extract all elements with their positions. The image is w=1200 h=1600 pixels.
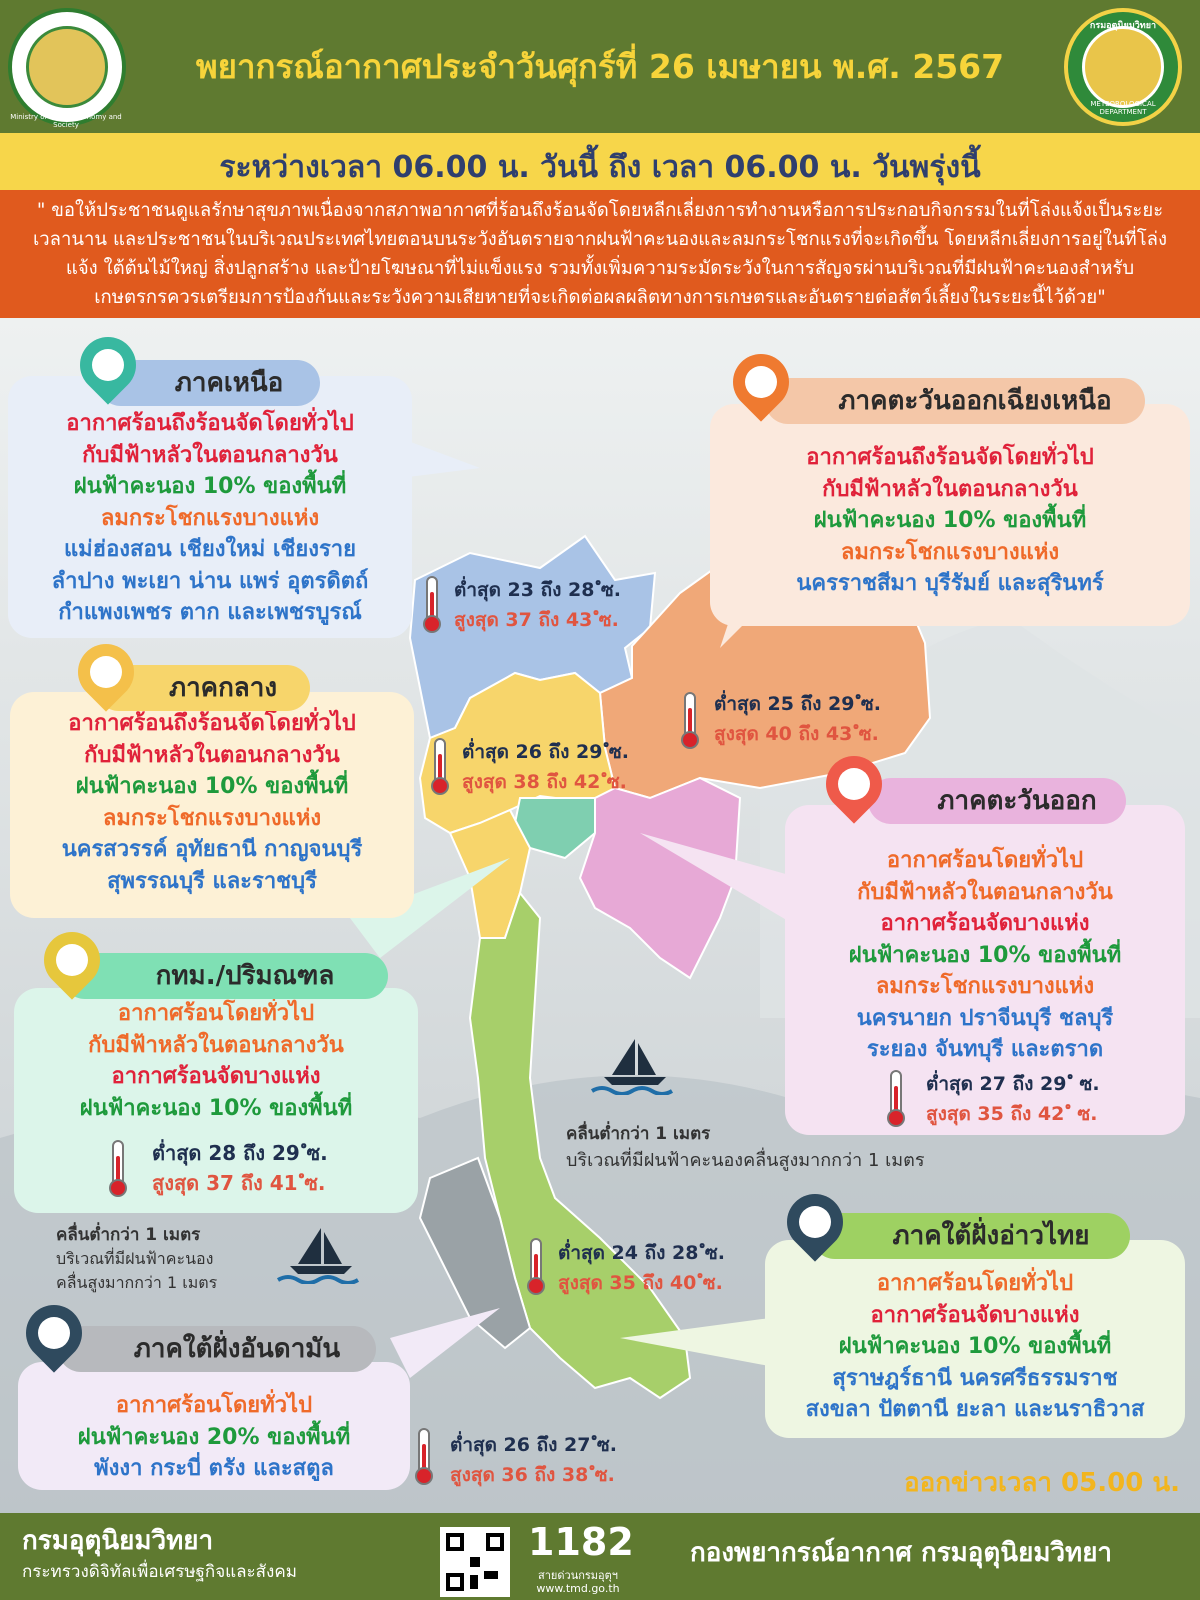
south-andaman-region-card	[18, 1362, 410, 1490]
provinces-line: กำแพงเพชร ตาก และเพชรบูรณ์	[58, 600, 362, 625]
south-andaman-temp-max: สูงสุด 36 ถึง 38 ํซ.	[450, 1464, 615, 1486]
deity-emblem-icon	[1082, 26, 1164, 108]
south-andaman-region-title: ภาคใต้ฝั่งอันดามัน	[58, 1326, 376, 1372]
south-andaman-temp-min: ต่ำสุด 26 ถึง 27 ํซ.	[450, 1434, 617, 1456]
wind-line: ลมกระโชกแรงบางแห่ง	[102, 805, 322, 831]
ministry-seal-logo	[8, 8, 126, 126]
provinces-line: ระยอง จันทบุรี และตราด	[866, 1037, 1104, 1062]
deity-emblem-icon	[26, 26, 108, 108]
north-region-card	[8, 376, 412, 638]
rain-chance-line: ฝนฟ้าคะนอง 10% ของพื้นที่	[73, 474, 347, 499]
wind-line: ลมกระโชกแรงบางแห่ง	[840, 539, 1060, 565]
condition-line: กับมีฟ้าหลัวในตอนกลางวัน	[82, 442, 338, 468]
northeast-temp-max: สูงสุด 40 ถึง 43 ํซ.	[714, 723, 879, 745]
north-temp-min: ต่ำสุด 23 ถึง 28 ํซ.	[454, 579, 621, 601]
website-link[interactable]: www.tmd.go.th	[536, 1582, 620, 1595]
condition-line: อากาศร้อนจัดบางแห่ง	[111, 1064, 321, 1089]
rain-chance-line: ฝนฟ้าคะนอง 10% ของพื้นที่	[813, 508, 1087, 533]
issued-time: ออกข่าวเวลา 05.00 น.	[904, 1468, 1180, 1498]
hotline-label: สายด่วนกรมอุตุฯ	[538, 1569, 618, 1582]
footer-ministry: กระทรวงดิจิทัลเพื่อเศรษฐกิจและสังคม	[22, 1562, 297, 1582]
thermometer-icon	[530, 1238, 542, 1288]
thermometer-icon	[112, 1140, 124, 1190]
andaman-wave-note: บริเวณที่มีฝนฟ้าคะนอง	[56, 1249, 214, 1268]
east-temp-max: สูงสุด 35 ถึง 42 ํ ซ.	[926, 1103, 1098, 1125]
provinces-line: สงขลา ปัตตานี ยะลา และนราธิวาส	[805, 1397, 1145, 1422]
ministry-seal-caption: Ministry of Digital Economy and Society	[10, 113, 122, 129]
east-temp-min: ต่ำสุด 27 ถึง 29 ํ ซ.	[926, 1073, 1100, 1095]
condition-line: กับมีฟ้าหลัวในตอนกลางวัน	[88, 1032, 344, 1058]
south-gulf-region-title: ภาคใต้ฝั่งอ่าวไทย	[812, 1213, 1130, 1259]
footer-division: กองพยากรณ์อากาศ กรมอุตุนิยมวิทยา	[690, 1538, 1113, 1568]
callout-pointer	[620, 1318, 780, 1368]
provinces-line: นครราชสีมา บุรีรัมย์ และสุรินทร์	[796, 571, 1104, 596]
south-gulf-region-card	[765, 1240, 1185, 1438]
provinces-line: นครนายก ปราจีนบุรี ชลบุรี	[856, 1005, 1114, 1031]
andaman-wave-height: คลื่นต่ำกว่า 1 เมตร	[56, 1225, 201, 1245]
wind-line: ลมกระโชกแรงบางแห่ง	[100, 505, 320, 531]
condition-line: อากาศร้อนโดยทั่วไป	[115, 1393, 313, 1418]
condition-line: กับมีฟ้าหลัวในตอนกลางวัน	[822, 476, 1078, 502]
thermometer-icon	[890, 1070, 902, 1120]
advisory-text: " ขอให้ประชาชนดูแลรักษาสุขภาพเนื่องจากสภาพอากาศที่ร้อนถึงร้อนจัดโดยหลีกเลี่ยงการทำงานหรือการประกอบกิจกรรมในที่โล่งแจ้งเป็นระยะเวลานาน และประชาชนในบริเวณประเทศไทยตอนบนระวังอันตรายจากฝนฟ้าคะนองและลมกระโชกแรงที่จะเกิดขึ้น โดยหลีกเลี่ยงการอยู่ในที่โล่งแจ้ง ใต้ต้นไม้ใหญ่ สิ่งปลูกสร้าง และป้ายโฆษณาที่ไม่แข็งแรง รวมทั้งเพิ่มความระมัดระวังในการสัญจรผ่านบริเวณที่มีฝนฟ้าคะนองสำหรับเกษตรกรควรเตรียมการป้องกันและระวังความเสียหายที่จะเกิดต่อผลผลิตทางการเกษตรและอันตรายต่อสัตว์เลี้ยงในระยะนี้ไว้ด้วย"	[32, 200, 1168, 308]
provinces-line: ลำปาง พะเยา น่าน แพร่ อุตรดิตถ์	[51, 568, 369, 594]
north-region-title: ภาคเหนือ	[98, 360, 320, 406]
thermometer-icon	[684, 692, 696, 742]
northeast-region-title: ภาคตะวันออกเฉียงเหนือ	[765, 378, 1145, 424]
rain-chance-line: ฝนฟ้าคะนอง 10% ของพื้นที่	[75, 774, 349, 799]
condition-line: อากาศร้อนโดยทั่วไป	[117, 1001, 315, 1026]
sailboat-icon	[276, 1224, 366, 1284]
condition-line: อากาศร้อนถึงร้อนจัดโดยทั่วไป	[68, 711, 356, 736]
forecast-period: ระหว่างเวลา 06.00 น. วันนี้ ถึง เวลา 06.00 น. วันพรุ่งนี้	[219, 150, 981, 185]
south-gulf-temp-min: ต่ำสุด 24 ถึง 28 ํซ.	[558, 1242, 725, 1264]
bangkok-temp-min: ต่ำสุด 28 ถึง 29 ํซ.	[152, 1141, 328, 1165]
central-temp-max: สูงสุด 38 ถึง 42 ํซ.	[462, 771, 627, 793]
andaman-wave-note: คลื่นสูงมากกว่า 1 เมตร	[56, 1273, 218, 1292]
northeast-temp-min: ต่ำสุด 25 ถึง 29 ํซ.	[714, 693, 881, 715]
central-temp-min: ต่ำสุด 26 ถึง 29 ํซ.	[462, 741, 629, 763]
footer-department: กรมอุตุนิยมวิทยา	[22, 1526, 214, 1556]
condition-line: อากาศร้อนโดยทั่วไป	[876, 1271, 1074, 1296]
condition-line: อากาศร้อนถึงร้อนจัดโดยทั่วไป	[66, 411, 354, 436]
provinces-line: นครสวรรค์ อุทัยธานี กาญจนบุรี	[61, 837, 363, 862]
north-temp-max: สูงสุด 37 ถึง 43 ํซ.	[454, 609, 619, 631]
wind-line: ลมกระโชกแรงบางแห่ง	[875, 974, 1095, 999]
east-region-title: ภาคตะวันออก	[868, 778, 1126, 824]
condition-line: อากาศร้อนจัดบางแห่ง	[880, 911, 1090, 936]
condition-line: กับมีฟ้าหลัวในตอนกลางวัน	[84, 742, 340, 768]
bangkok-region-title: กทม./ปริมณฑล	[62, 953, 388, 999]
thermometer-icon	[434, 738, 446, 788]
provinces-line: สุพรรณบุรี และราชบุรี	[107, 868, 317, 894]
rain-chance-line: ฝนฟ้าคะนอง 20% ของพื้นที่	[77, 1424, 351, 1450]
rain-chance-line: ฝนฟ้าคะนอง 10% ของพื้นที่	[838, 1334, 1112, 1359]
gulf-wave-height: คลื่นต่ำกว่า 1 เมตร	[566, 1124, 711, 1144]
northeast-region-card	[710, 404, 1190, 626]
provinces-line: พังงา กระบี่ ตรัง และสตูล	[94, 1456, 334, 1481]
south-gulf-temp-max: สูงสุด 35 ถึง 40 ํซ.	[558, 1272, 723, 1294]
sailboat-icon	[590, 1035, 680, 1095]
central-region-title: ภาคกลาง	[96, 665, 310, 711]
thermometer-icon	[426, 576, 438, 626]
condition-line: อากาศร้อนจัดบางแห่ง	[870, 1302, 1080, 1328]
tmd-seal-caption: METEOROLOGICAL DEPARTMENT	[1090, 100, 1156, 116]
page-title: พยากรณ์อากาศประจำวันศุกร์ที่ 26 เมษายน พ.ศ. 2567	[195, 47, 1005, 86]
bangkok-temp-max: สูงสุด 37 ถึง 41 ํซ.	[152, 1171, 326, 1195]
condition-line: กับมีฟ้าหลัวในตอนกลางวัน	[857, 879, 1113, 905]
gulf-wave-note: บริเวณที่มีฝนฟ้าคะนองคลื่นสูงมากกว่า 1 เมตร	[566, 1150, 925, 1171]
condition-line: อากาศร้อนถึงร้อนจัดโดยทั่วไป	[806, 445, 1094, 470]
qr-code-icon[interactable]	[440, 1527, 510, 1597]
central-region-card	[10, 692, 414, 918]
rain-chance-line: ฝนฟ้าคะนอง 10% ของพื้นที่	[848, 942, 1122, 968]
condition-line: อากาศร้อนโดยทั่วไป	[886, 848, 1084, 873]
hotline-number: 1182	[528, 1520, 634, 1564]
tmd-seal-top-text: กรมอุตุนิยมวิทยา	[1089, 21, 1157, 31]
rain-chance-line: ฝนฟ้าคะนอง 10% ของพื้นที่	[79, 1095, 353, 1121]
provinces-line: สุราษฎร์ธานี นครศรีธรรมราช	[832, 1365, 1118, 1391]
thermometer-icon	[418, 1428, 430, 1478]
callout-pointer	[400, 438, 480, 478]
provinces-line: แม่ฮ่องสอน เชียงใหม่ เชียงราย	[63, 537, 357, 562]
callout-pointer	[640, 833, 800, 928]
